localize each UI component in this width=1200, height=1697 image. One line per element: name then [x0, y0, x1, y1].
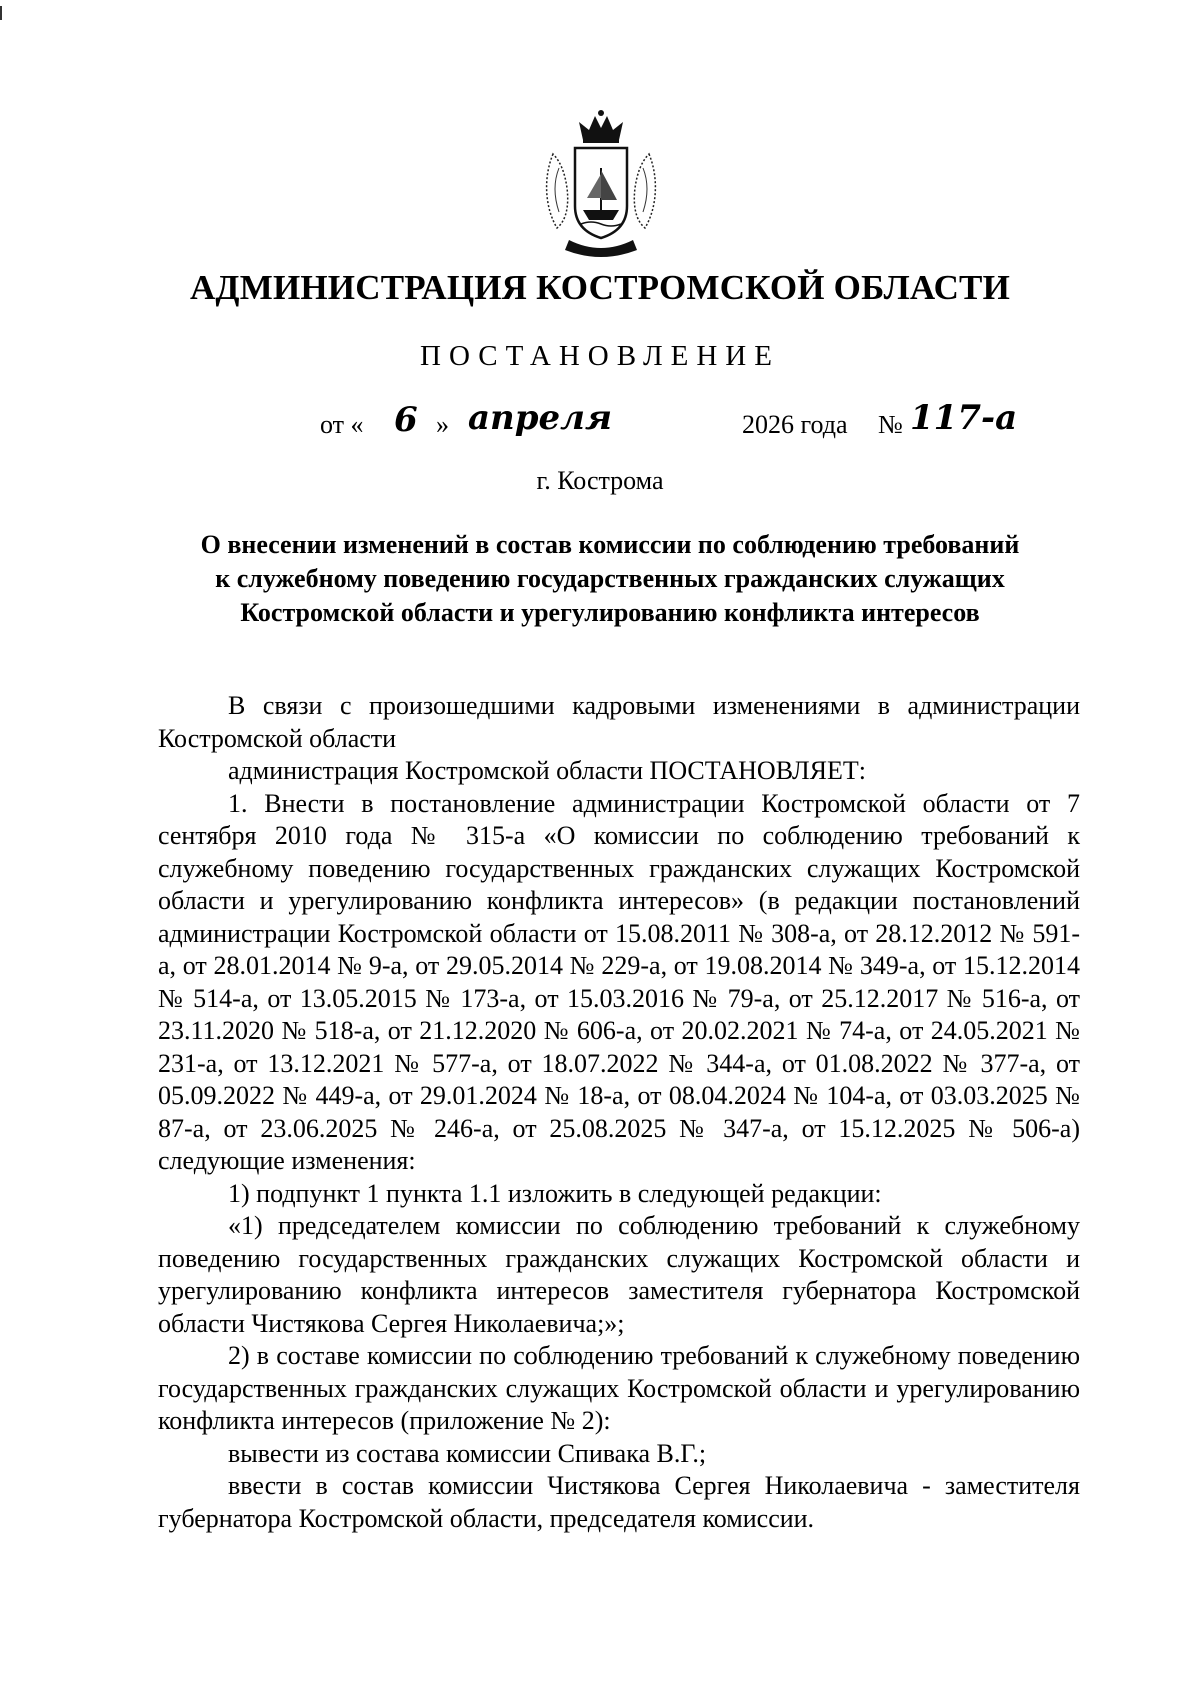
date-month: апреля	[468, 398, 613, 438]
document-number: 117-а	[910, 398, 1018, 438]
subject-line: Костромской области и урегулированию конфликта интересов	[240, 598, 980, 627]
date-day: 6	[394, 400, 418, 440]
scan-mark	[0, 6, 2, 20]
paragraph-add-member: ввести в состав комиссии Чистякова Сергея Николаевича - заместителя губернатора Костромской области, председателя комиссии.	[158, 1471, 1080, 1533]
paragraph-remove-member: вывести из состава комиссии Спивака В.Г.;	[228, 1438, 707, 1468]
document-subject	[150, 528, 1070, 630]
coat-of-arms-icon	[539, 108, 663, 260]
subject-line: к служебному поведению государственных гражданских служащих	[215, 564, 1005, 593]
date-prefix: от «	[320, 410, 364, 439]
date-number-line	[0, 398, 1200, 448]
document-body	[158, 690, 1080, 1535]
document-type: ПОСТАНОВЛЕНИЕ	[420, 340, 780, 372]
paragraph-resolves: администрация Костромской области ПОСТАНОВЛЯЕТ:	[228, 756, 867, 785]
paragraph-item-1: 1. Внести в постановление администрации Костромской области от 7 сентября 2010 года № 315-а «О комиссии по соблюдению требований к служебному поведению государственных гражданских служащих Костромской области и урегулированию конфликта интересов» (в редакции постановлений администрации Костромской области от 15.08.2011 № 308-а, от 28.12.2012 № 591-а, от 28.01.2014 № 9-а, от 29.05.2014 № 229-а, от 19.08.2014 № 349-а, от 15.12.2014 № 514-а, от 13.05.2015 № 173-а, от 15.03.2016 № 79-а, от 25.12.2017 № 516-а, от 23.11.2020 № 518-а, от 21.12.2020 № 606-а, от 20.02.2021 № 74-а, от 24.05.2021 № 231-а, от 13.12.2021 № 577-а, от 18.07.2022 № 344-а, от 01.08.2022 № 377-а, от 05.09.2022 № 449-а, от 29.01.2024 № 18-а, от 08.04.2024 № 104-а, от 03.03.2025 № 87-а, от 23.06.2025 № 246-а, от 25.08.2025 № 347-а, от 15.12.2025 № 506-а) следующие изменения:	[158, 788, 1080, 1175]
paragraph-subitem-2: 2) в составе комиссии по соблюдению требований к служебному поведению государственных гражданских служащих Костромской области и урегулированию конфликта интересов (приложение № 2):	[158, 1341, 1080, 1435]
subject-line: О внесении изменений в состав комиссии по соблюдению требований	[200, 530, 1020, 559]
date-year: 2026 года	[742, 410, 848, 439]
organization-title: АДМИНИСТРАЦИЯ КОСТРОМСКОЙ ОБЛАСТИ	[189, 268, 1011, 307]
number-label: №	[878, 410, 903, 439]
city: г. Кострома	[536, 466, 664, 495]
date-quote-close: »	[436, 410, 449, 439]
paragraph-subitem-1: 1) подпункт 1 пункта 1.1 изложить в следующей редакции:	[228, 1178, 882, 1208]
paragraph-quote: «1) председателем комиссии по соблюдению требований к служебному поведению государственных гражданских служащих Костромской области и урегулированию конфликта интересов заместителя губернатора Костромской области Чистякова Сергея Николаевича;»;	[158, 1211, 1080, 1338]
paragraph-preamble: В связи с произошедшими кадровыми изменениями в администрации Костромской области	[158, 691, 1080, 753]
